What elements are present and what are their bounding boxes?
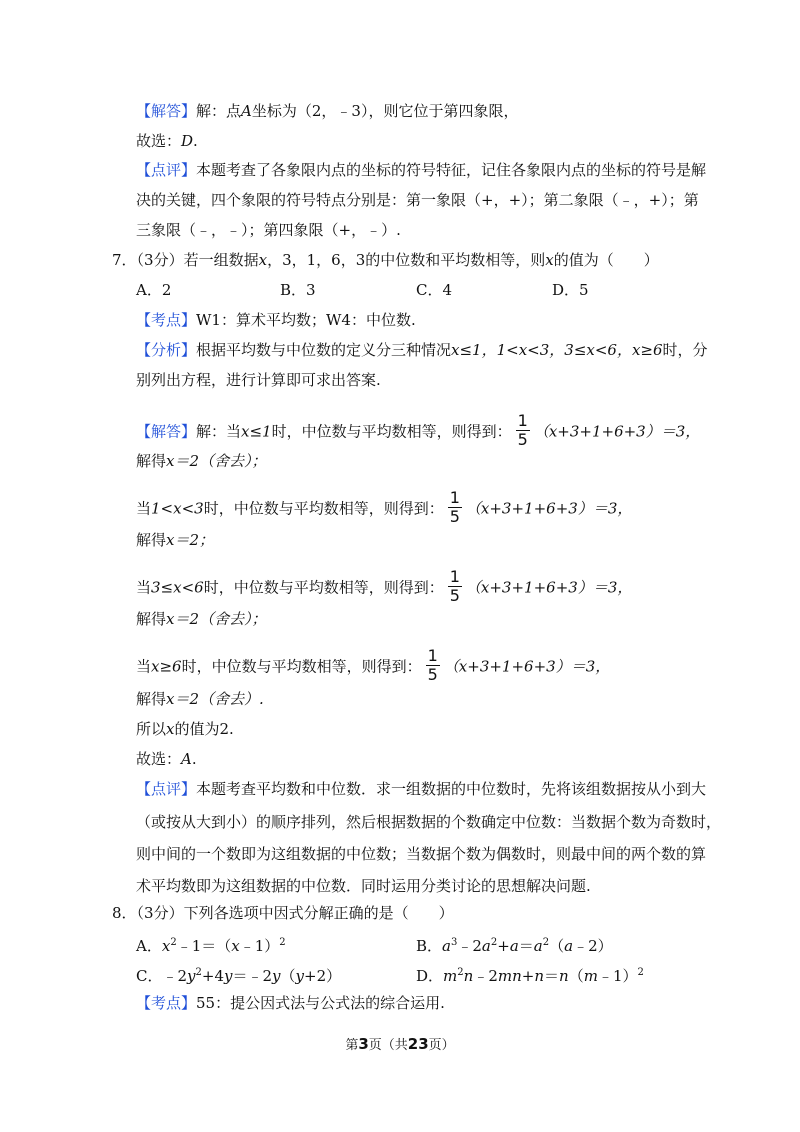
q7-case-2: 当1<x<3时，中位数与平均数相等，则得到： $\frac{1}{5}$ （x+3+1+6+3）＝3， (136, 488, 633, 526)
fraction-one-fifth: $\frac{1}{5}$ (427, 646, 438, 684)
q7-kaodian: 【考点】W1：算术平均数；W4：中位数. (136, 311, 416, 329)
q6-answer-line: 【解答】解：点A坐标为（2，﹣3），则它位于第四象限， (136, 102, 519, 120)
q7-analysis-line-1: 【分析】根据平均数与中位数的定义分三种情况x≤1，1<x<3，3≤x<6，x≥6时，分 (136, 341, 708, 359)
q8-option-a: A．$x^2﹣1=(x﹣1)^2$ (136, 937, 286, 955)
kaodian-tag: 【考点】 (136, 994, 197, 1012)
q7-option-c: C．4 (416, 281, 453, 299)
q7-option-a: A．2 (136, 281, 172, 299)
fraction-one-fifth: $\frac{1}{5}$ (517, 411, 528, 449)
q7-comment-line-4: 术平均数即为这组数据的中位数．同时运用分类讨论的思想解决问题. (136, 877, 591, 895)
fraction-one-fifth: $\frac{1}{5}$ (449, 488, 460, 526)
q7-comment-line-3: 则中间的一个数即为这组数据的中位数；当数据个数为偶数时，则最中间的两个数的算 (136, 845, 707, 863)
q8-stem: 8．（3分）下列各选项中因式分解正确的是（ ） (112, 904, 454, 922)
q8-option-d: D．$m^2n﹣2mn+n=n(m﹣1)^2$ (416, 967, 644, 985)
fraction-one-fifth: $\frac{1}{5}$ (449, 567, 460, 605)
q7-stem: 7．（3分）若一组数据x，3，1，6，3的中位数和平均数相等，则x的值为（ ） (112, 251, 659, 269)
answer-tag: 【解答】 (136, 422, 197, 441)
q6-comment-line-2: 决的关键，四个象限的符号特点分别是：第一象限（+，+）；第二象限（﹣，+）；第 (136, 191, 699, 209)
q8-option-b: B．$a^3﹣2a^2+a=a^2(a﹣2)$ (416, 937, 613, 955)
total-pages: 23 (407, 1035, 429, 1053)
q8-kaodian: 【考点】55：提公因式法与公式法的综合运用. (136, 994, 445, 1012)
q7-analysis-line-2: 别列出方程，进行计算即可求出答案. (136, 371, 381, 389)
q7-result-3: 解得x＝2（舍去）； (136, 610, 267, 628)
q7-case-4: 当x≥6时，中位数与平均数相等，则得到： $\frac{1}{5}$ （x+3+1+6+3）＝3， (136, 646, 611, 684)
page-footer: 第3页（共23页） (345, 1035, 455, 1053)
q7-comment-line-2: （或按从大到小）的顺序排列，然后根据数据的个数确定中位数：当数据个数为奇数时， (136, 813, 722, 831)
q7-option-b: B．3 (280, 281, 316, 299)
q6-comment-line-3: 三象限（﹣，﹣）；第四象限（+，﹣）. (136, 221, 401, 239)
page-number: 3 (358, 1035, 369, 1053)
comment-tag: 【点评】 (136, 161, 197, 179)
kaodian-tag: 【考点】 (136, 311, 197, 329)
q6-comment-line-1: 【点评】本题考查了各象限内点的坐标的符号特征，记住各象限内点的坐标的符号是解 (136, 161, 707, 179)
q6-choose-line: 故选：D. (136, 132, 198, 150)
q7-result-4: 解得x＝2（舍去）. (136, 690, 264, 708)
comment-tag: 【点评】 (136, 780, 197, 798)
q7-case-3: 当3≤x<6时，中位数与平均数相等，则得到： $\frac{1}{5}$ （x+3+1+6+3）＝3， (136, 567, 633, 605)
analysis-tag: 【分析】 (136, 341, 197, 359)
q7-choose-line: 故选：A. (136, 750, 197, 768)
q7-case-1: 【解答】解：当x≤1时，中位数与平均数相等，则得到： $\frac{1}{5}$ （x+3+1+6+3）＝3， (136, 411, 701, 449)
q7-conclusion: 所以x的值为2. (136, 720, 234, 738)
answer-tag: 【解答】 (136, 102, 197, 120)
q7-comment-line-1: 【点评】本题考查平均数和中位数．求一组数据的中位数时，先将该组数据按从小到大 (136, 780, 707, 798)
q8-option-c: C．$﹣2y^2+4y=﹣2y(y+2)$ (136, 967, 342, 985)
q7-option-d: D．5 (552, 281, 589, 299)
q7-result-1: 解得x＝2（舍去）； (136, 452, 267, 470)
q7-result-2: 解得x＝2； (136, 531, 215, 549)
